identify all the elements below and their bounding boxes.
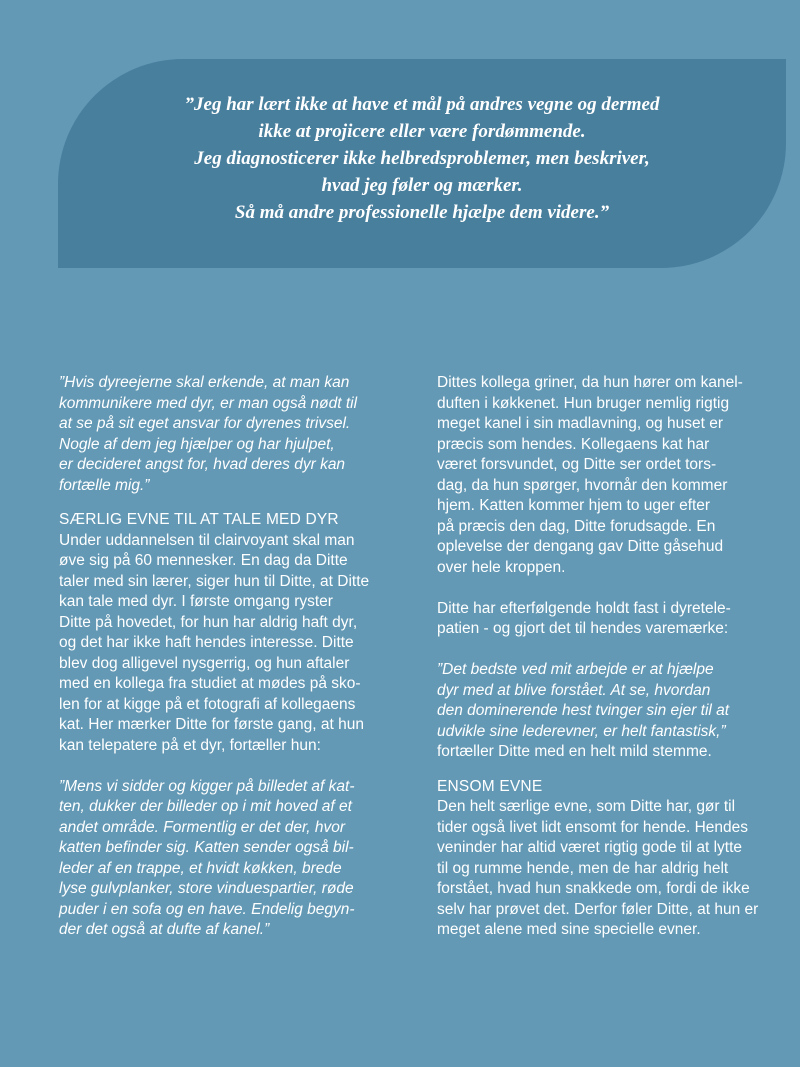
text-line: kat. Her mærker Ditte for første gang, at hun: [59, 716, 364, 733]
quote-attribution: fortæller Ditte med en helt mild stemme.: [437, 743, 712, 760]
text-line: den dominerende hest tvinger sin ejer til at: [437, 702, 730, 719]
text-line: andet område. Formentlig er det der, hvor: [59, 818, 346, 836]
body-paragraph: [437, 797, 799, 941]
pull-quote-line: ”Jeg har lært ikke at have et mål på andres vegne og dermed: [184, 94, 660, 115]
text-line: over hele kroppen.: [437, 558, 566, 576]
text-line: len for at kigge på et fotografi af kollegaens: [59, 695, 356, 713]
text-line: Ditte på hovedet, for hun har aldrig haft dyr,: [59, 613, 358, 631]
text-line: kan tale med dyr. I første omgang ryster: [59, 593, 333, 610]
text-line: taler med sin lærer, siger hun til Ditte, at Ditte: [59, 572, 370, 590]
intro-quote: [59, 373, 419, 496]
text-line: udvikle sine lederevner, er helt fantastisk,”: [437, 722, 726, 740]
text-line: Dittes kollega griner, da hun hører om kanel-: [437, 374, 743, 391]
text-line: meget alene med sine specielle evner.: [437, 921, 701, 938]
text-line: ”Hvis dyreejerne skal erkende, at man kan: [59, 374, 350, 391]
text-line: kommunikere med dyr, er man også nødt til: [59, 394, 358, 412]
body-paragraph: [59, 531, 419, 757]
text-line: ”Mens vi sidder og kigger på billedet af kat-: [59, 777, 355, 795]
body-paragraph: [437, 599, 799, 640]
text-line: dyr med at blive forstået. At se, hvordan: [437, 681, 711, 699]
text-line: forstået, hvad hun snakkede om, fordi de ikke: [437, 880, 750, 897]
text-line: med en kollega fra studiet at mødes på sko-: [59, 675, 361, 692]
text-line: blev dog alligevel nysgerrig, og hun aftaler: [59, 654, 350, 672]
pull-quote-line: hvad jeg føler og mærker.: [321, 175, 523, 196]
text-line: meget kanel i sin madlavning, og huset er: [437, 415, 724, 432]
pull-quote: [58, 91, 786, 226]
right-column: [437, 373, 799, 941]
text-line: fortælle mig.”: [59, 476, 150, 494]
text-line: hjem. Katten kommer hjem to uger efter: [437, 497, 711, 514]
text-line: Nogle af dem jeg hjælper og har hjulpet,: [59, 435, 335, 453]
text-line: kan telepatere på et dyr, fortæller hun:: [59, 736, 321, 754]
text-line: været forsvundet, og Ditte ser ordet tors-: [437, 456, 717, 473]
text-line: og det har ikke haft hendes interesse. Ditte: [59, 634, 354, 651]
text-line: puder i en sofa og en have. Endelig begyn-: [59, 900, 355, 918]
text-line: dag, da hun spørger, hvornår den kommer: [437, 476, 728, 494]
text-line: selv har prøvet det. Derfor føler Ditte, at hun er: [437, 900, 759, 918]
text-line: præcis som hendes. Kollegaens kat har: [437, 435, 710, 453]
text-line: ten, dukker der billeder op i mit hoved af et: [59, 798, 352, 815]
text-line: at se på sit eget ansvar for dyrenes trivsel.: [59, 415, 351, 432]
text-line: der det også at dufte af kanel.”: [59, 921, 270, 938]
pull-quote-line: Jeg diagnosticerer ikke helbredsproblemer, men beskriver,: [194, 148, 650, 169]
text-line: Under uddannelsen til clairvoyant skal man: [59, 531, 355, 549]
horse-quote: [437, 660, 799, 742]
text-line: Den helt særlige evne, som Ditte har, gør til: [437, 798, 736, 815]
text-line: ”Det bedste ved mit arbejde er at hjælpe: [437, 661, 714, 678]
left-column: [59, 373, 419, 941]
section-heading: ENSOM EVNE: [437, 777, 543, 795]
text-line: patien - og gjort det til hendes varemærke:: [437, 620, 729, 637]
cat-quote: [59, 777, 419, 941]
text-line: lyse gulvplanker, store vinduespartier, røde: [59, 880, 354, 897]
text-line: oplevelse der dengang gav Ditte gåsehud: [437, 538, 724, 555]
text-line: til og rumme hende, men de har aldrig helt: [437, 859, 729, 877]
text-line: på præcis den dag, Ditte forudsagde. En: [437, 517, 716, 535]
text-line: katten befinder sig. Katten sender også bil-: [59, 839, 354, 856]
text-line: duften i køkkenet. Hun bruger nemlig rigtig: [437, 394, 730, 412]
pull-quote-line: ikke at projicere eller være fordømmende.: [258, 121, 586, 142]
pull-quote-line: Så må andre professionelle hjælpe dem videre.”: [234, 202, 610, 223]
section-heading: SÆRLIG EVNE TIL AT TALE MED DYR: [59, 511, 339, 528]
text-line: veninder har altid været rigtig gode til at lytte: [437, 839, 742, 856]
text-line: tider også livet lidt ensomt for hende. Hendes: [437, 818, 749, 836]
text-line: øve sig på 60 mennesker. En dag da Ditte: [59, 552, 348, 569]
body-paragraph: [437, 373, 799, 578]
text-line: leder af en trappe, et hvidt køkken, brede: [59, 859, 342, 877]
text-line: Ditte har efterfølgende holdt fast i dyretele-: [437, 599, 731, 617]
text-line: er decideret angst for, hvad deres dyr kan: [59, 456, 346, 473]
